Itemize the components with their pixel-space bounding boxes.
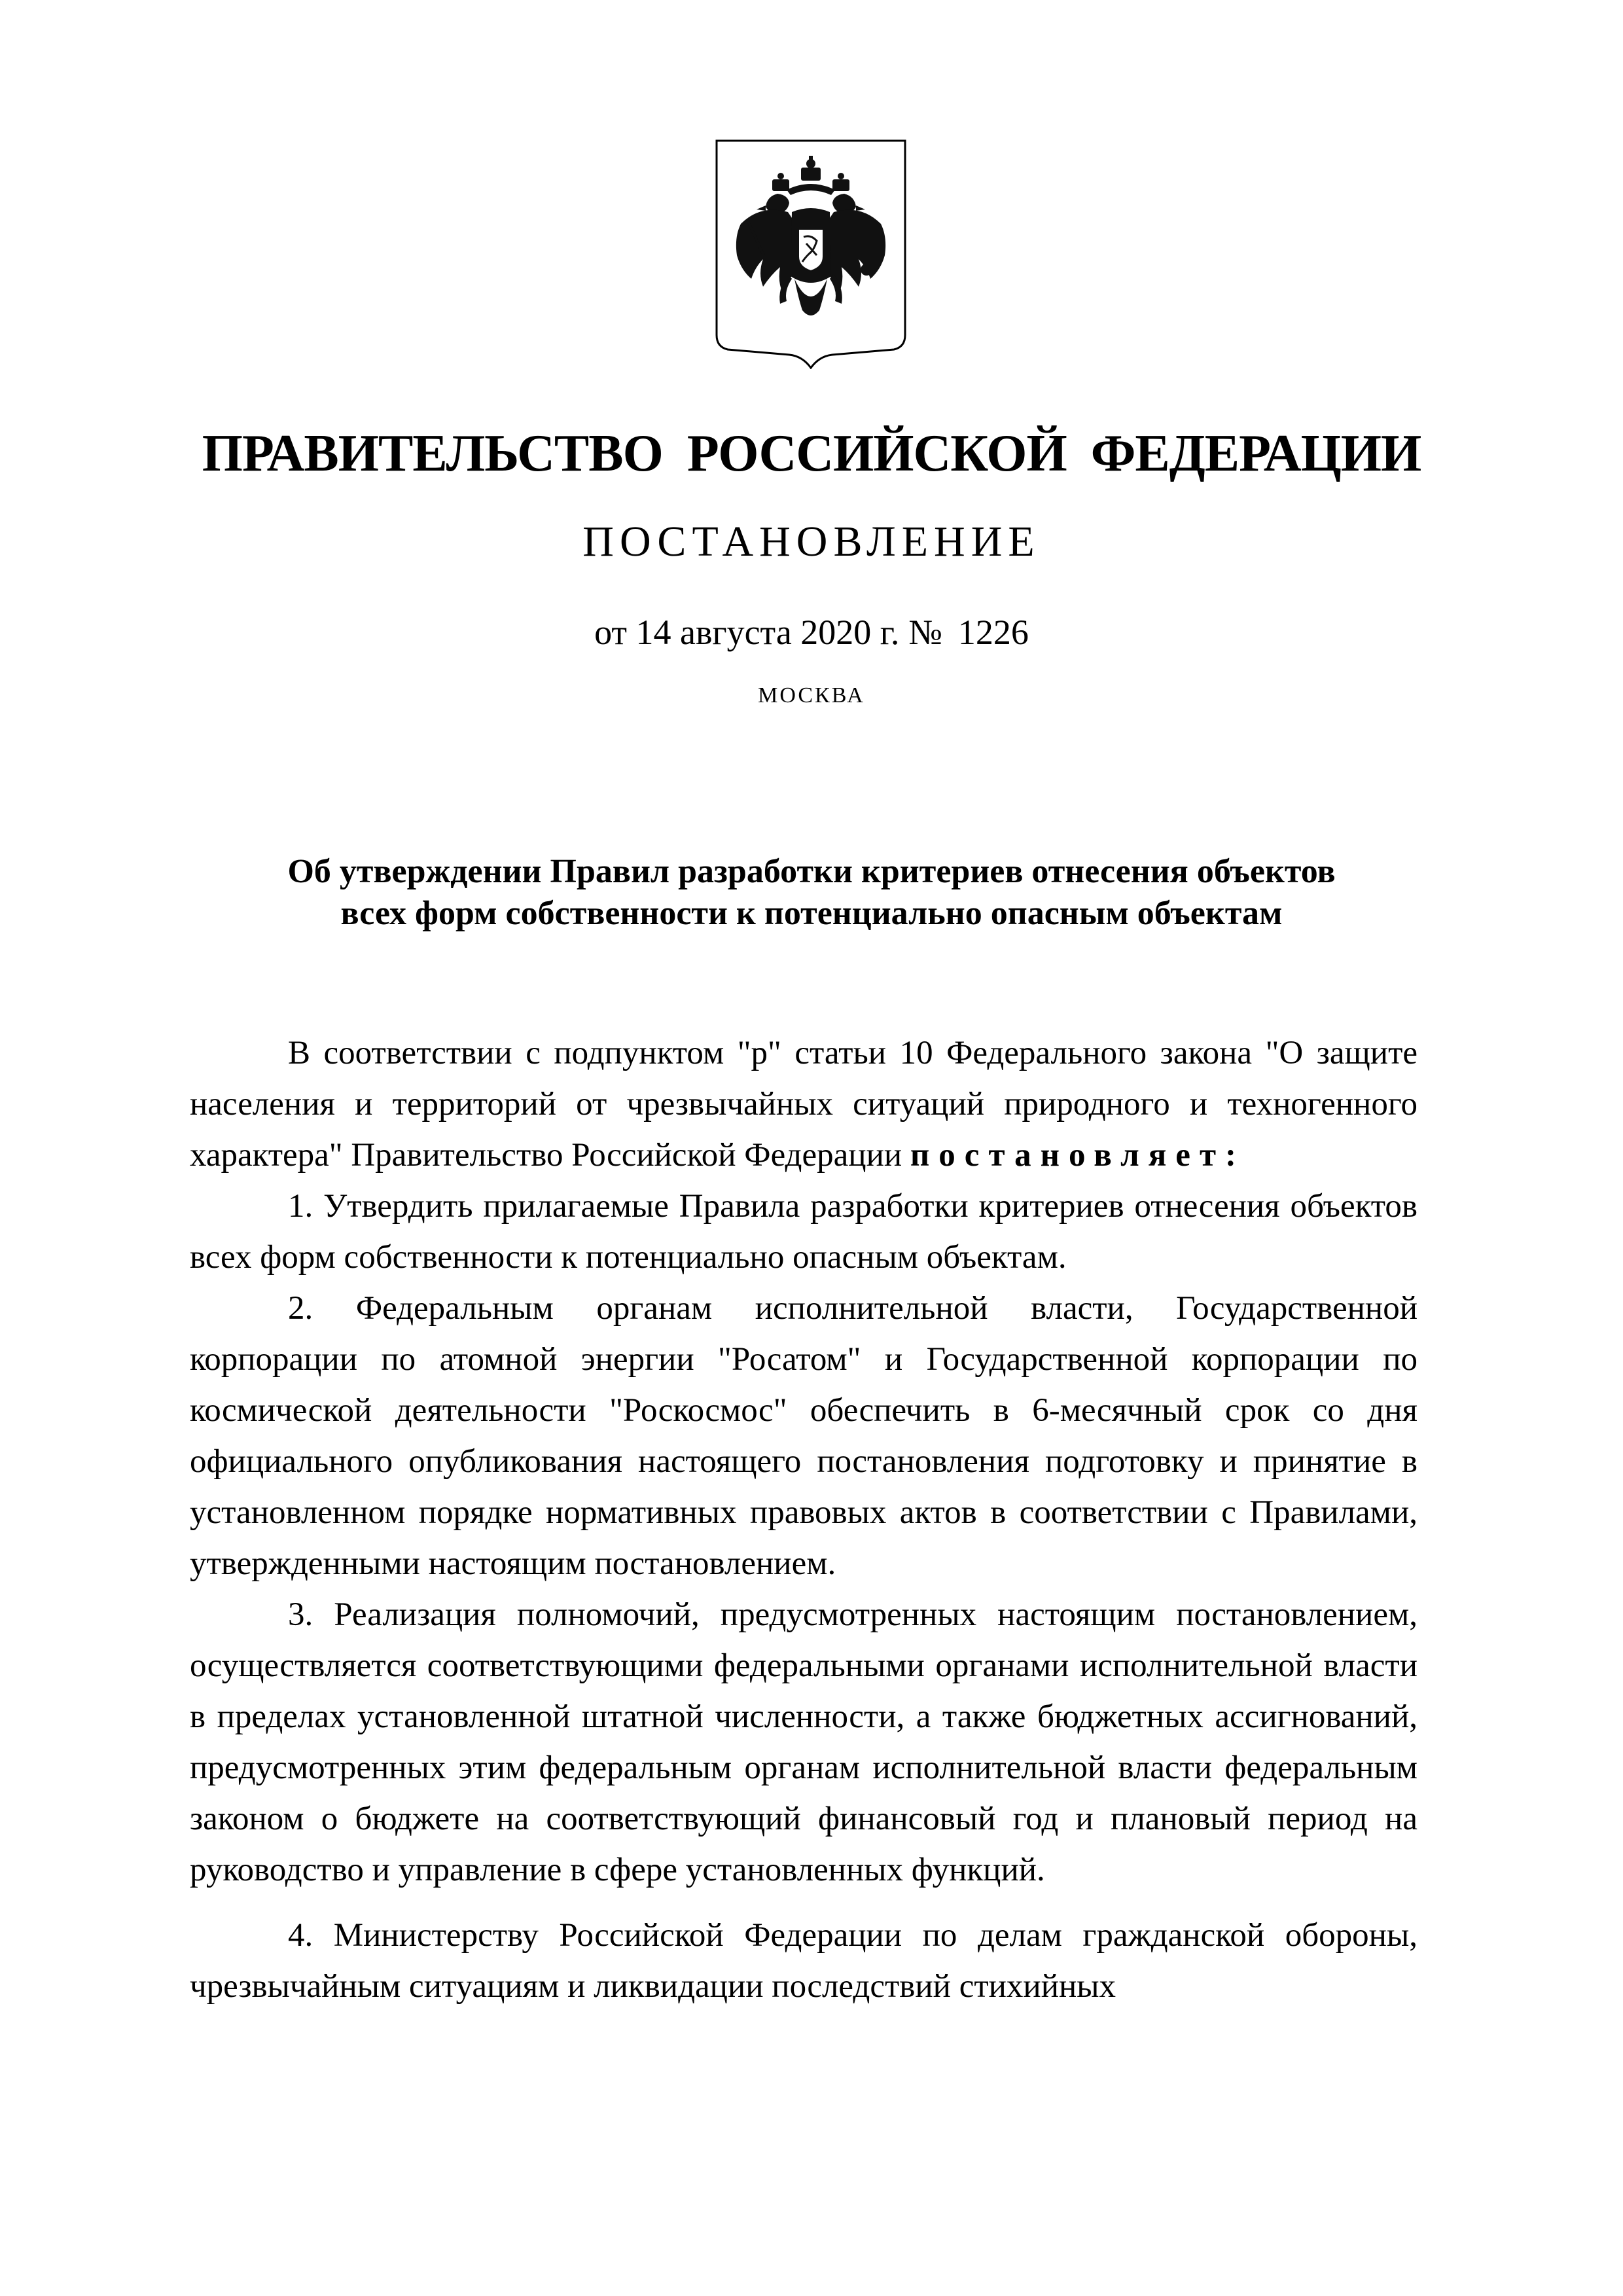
preamble-paragraph (190, 1028, 1418, 1181)
number-sign: № (908, 613, 942, 652)
document-city: МОСКВА (758, 683, 865, 708)
coat-of-arms-emblem (715, 139, 907, 369)
subject-line-1: Об утверждении Правил разработки критериев отнесения объектов (287, 853, 1336, 890)
document-number: 1226 (957, 613, 1029, 652)
item-4-paragraph: 4. Министерству Российской Федерации по делам гражданской обороны, чрезвычайным ситуациям и ликвидации последствий стихийных (190, 1917, 1418, 2005)
resolves-word: постановляет: (910, 1137, 1245, 1174)
item-1-paragraph: 1. Утвердить прилагаемые Правила разработки критериев отнесения объектов всех форм собственности к потенциально опасным объектам. (190, 1188, 1418, 1276)
document-subject (0, 851, 1623, 935)
document-date: от 14 августа 2020 г. (594, 613, 900, 652)
government-title: ПРАВИТЕЛЬСТВО РОССИЙСКОЙ ФЕДЕРАЦИИ (202, 425, 1421, 482)
double-headed-eagle-icon (715, 139, 907, 369)
document-body (190, 1028, 1418, 2012)
item-2-paragraph: 2. Федеральным органам исполнительной власти, Государственной корпорации по атомной энергии "Росатом" и Государственной корпорации по космической деятельности "Роскосмос" обеспечить в 6-месячный срок со дня официального опубликования настоящего постановления подготовку и принятие в установленном порядке нормативных правовых актов в соответствии с Правилами, утвержденными настоящим постановлением. (190, 1290, 1418, 1582)
item-3-paragraph: 3. Реализация полномочий, предусмотренных настоящим постановлением, осуществляется соответствующими федеральными органами исполнительной власти в пределах установленной штатной численности, а также бюджетных ассигнований, предусмотренных этим федеральным органам исполнительной власти федеральным законом о бюджете на соответствующий финансовый год и плановый период на руководство и управление в сфере установленных функций. (190, 1596, 1418, 1888)
preamble-text: В соответствии с подпунктом "р" статьи 10 Федерального закона "О защите населения и территорий от чрезвычайных ситуаций природного и техногенного характера" Правительство Российской Федерации (190, 1035, 1418, 1174)
document-type: ПОСТАНОВЛЕНИЕ (582, 518, 1041, 565)
subject-line-2: всех форм собственности к потенциально опасным объектам (340, 895, 1283, 932)
document-date-line (0, 612, 1623, 653)
